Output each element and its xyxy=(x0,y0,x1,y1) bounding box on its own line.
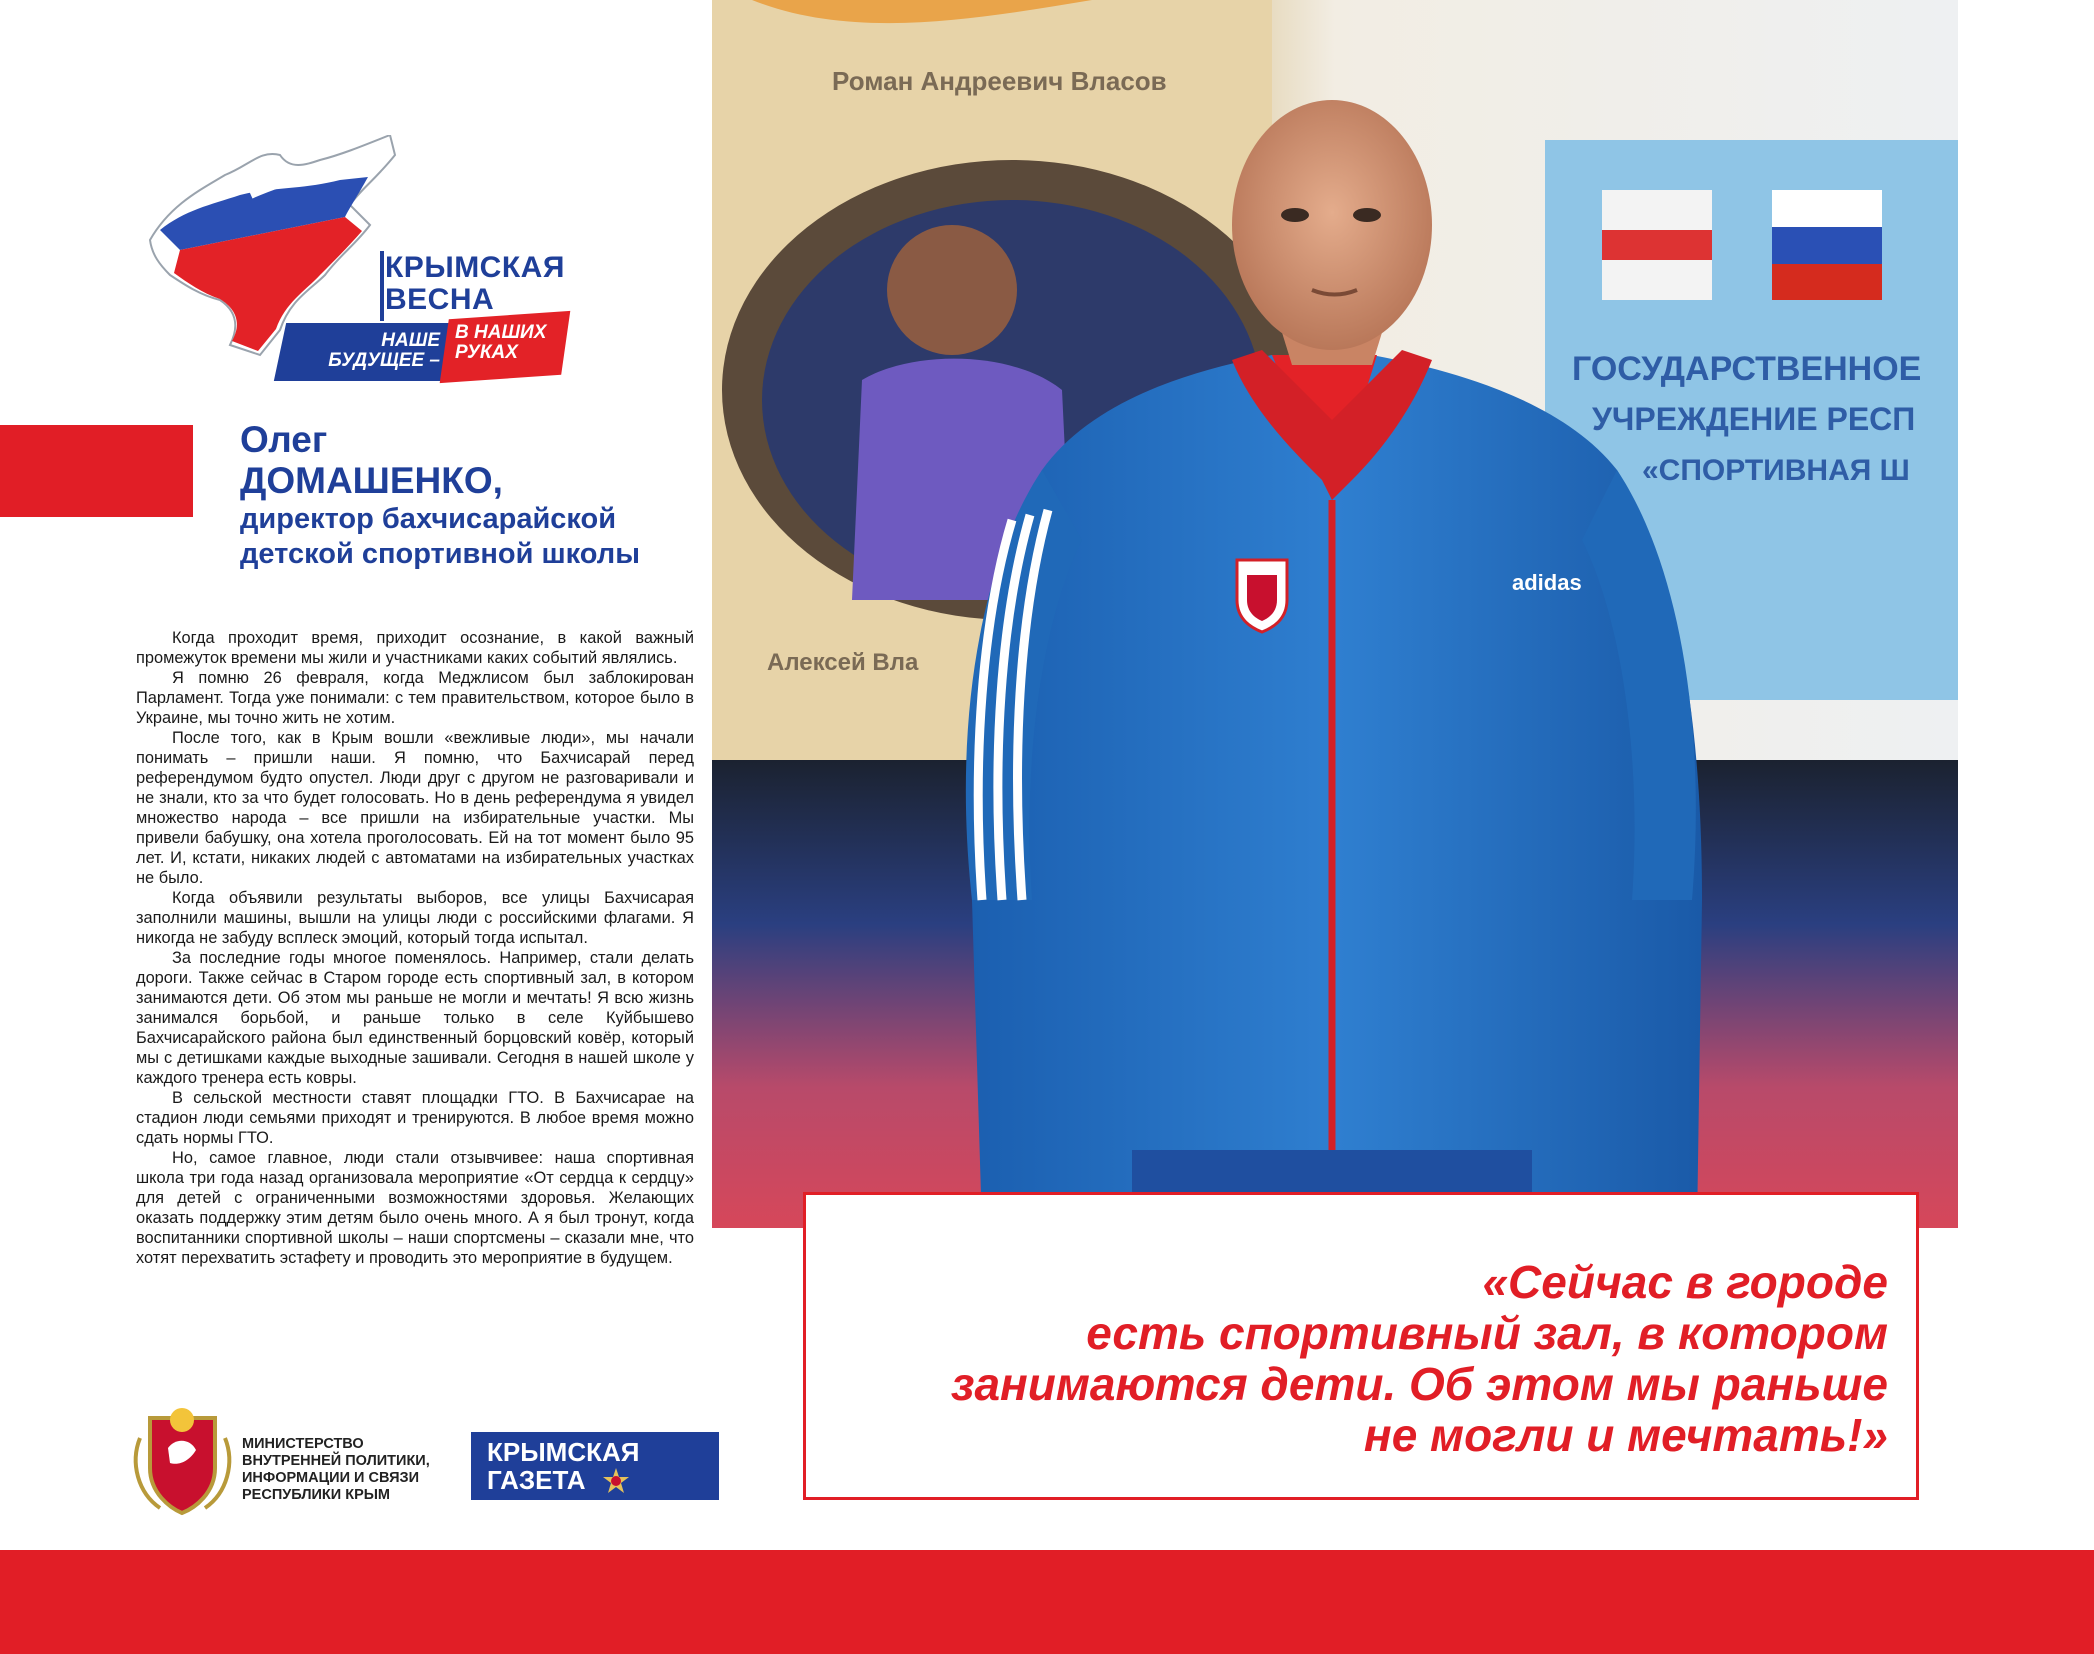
quote-line: не могли и мечтать!» xyxy=(1363,1409,1888,1461)
logo-slogan-red-1: В НАШИХ xyxy=(455,322,547,343)
poster-name: Роман Андреевич Власов xyxy=(832,66,1167,96)
ministry-line: ИНФОРМАЦИИ И СВЯЗИ xyxy=(242,1470,420,1486)
ministry-line: ВНУТРЕННЕЙ ПОЛИТИКИ, xyxy=(242,1453,430,1469)
crimea-coat-of-arms-icon xyxy=(130,1408,235,1518)
person-first-name: Олег xyxy=(240,419,328,460)
ministry-line: РЕСПУБЛИКИ КРЫМ xyxy=(242,1487,391,1503)
article-heading xyxy=(240,420,710,572)
paragraph: Когда проходит время, приходит осознание, в какой важный промежуток времени мы жили и участниками каких событий являлись. xyxy=(136,629,694,667)
banner-line: «СПОРТИВНАЯ Ш xyxy=(1642,454,1910,487)
logo-slogan-red xyxy=(455,323,555,363)
person-role: директор бахчисарайской детской спортивной школы xyxy=(240,503,640,570)
quote-line: «Сейчас в городе xyxy=(1482,1256,1888,1308)
paragraph: Но, самое главное, люди стали отзывчивее: наша спортивная школа три года назад организовала мероприятие «От сердца к сердцу» для детей с ограниченными возможностями здоровья. Желающих оказать поддержку этим детям было очень много. А я был тронут, когда воспитанники спортивной школы – наши спортсмены – сказали мне, что хотят перехватить эстафету и проводить это мероприятие в будущем. xyxy=(136,1149,694,1267)
logo-slogan-blue-2: БУДУЩЕЕ – xyxy=(328,350,440,371)
article-body xyxy=(136,628,694,1268)
jacket-brand: adidas xyxy=(1512,570,1582,595)
logo-slogan-red-2: РУКАХ xyxy=(455,342,518,363)
pull-quote-text xyxy=(828,1257,1888,1461)
gazeta-line2: ГАЗЕТА xyxy=(487,1465,586,1495)
paragraph: Когда объявили результаты выборов, все улицы Бахчисарая заполнили машины, вышли на улицы люди с российскими флагами. Я никогда не забуду всплеск эмоций, который тогда испытал. xyxy=(136,889,694,947)
banner-line: УЧРЕЖДЕНИЕ РЕСП xyxy=(1592,401,1916,437)
bottom-red-band xyxy=(0,1550,2094,1654)
krymskaya-gazeta-logo xyxy=(471,1432,719,1500)
krymskaya-vesna-logo xyxy=(140,135,565,375)
ministry-line: МИНИСТЕРСТВО xyxy=(242,1436,364,1452)
paragraph: За последние годы многое поменялось. Например, стали делать дороги. Также сейчас в Старом городе есть спортивный зал, в котором занимаются дети. Об этом мы раньше не могли и мечтать! Я всю жизнь занимался борьбой, и раньше только в селе Куйбышево Бахчисарайского района был единственный борцовский ковёр, который мы с детишками каждые выходные зашивали. Сегодня в нашей школе у каждого тренера есть ковры. xyxy=(136,949,694,1087)
person-last-name: ДОМАШЕНКО, xyxy=(240,460,503,501)
quote-line: есть спортивный зал, в котором xyxy=(1086,1307,1888,1359)
coach-portrait-image xyxy=(712,0,1958,1228)
paragraph: Я помню 26 февраля, когда Меджлисом был заблокирован Парламент. Тогда уже понимали: с тем правительством, которое было в Украине, мы точно жить не хотим. xyxy=(136,669,694,727)
logo-title-line2: ВЕСНА xyxy=(385,283,495,316)
red-accent-strip xyxy=(0,425,193,517)
portrait-photo xyxy=(712,0,1958,1228)
banner-line: ГОСУДАРСТВЕННОЕ xyxy=(1572,350,1922,388)
quote-line: занимаются дети. Об этом мы раньше xyxy=(950,1358,1888,1410)
pull-quote-box xyxy=(803,1192,1919,1500)
order-emblem-icon xyxy=(603,1468,629,1494)
poster-name-2: Алексей Вла xyxy=(767,649,919,676)
paragraph: После того, как в Крым вошли «вежливые люди», мы начали понимать – пришли наши. Я помню, что Бахчисарай перед референдумом будто опустел. Люди друг с другом не разговаривали и не знали, кто за что будет голосовать. Но в день референдума я увидел множество народа – все пришли на избирательные участки. Мы привели бабушку, она хотела проголосовать. Ей на тот момент было 95 лет. И, кстати, никаких людей с автоматами на избирательных участках не было. xyxy=(136,729,694,887)
ministry-logo xyxy=(130,1408,460,1518)
gazeta-line1: КРЫМСКАЯ xyxy=(487,1437,640,1467)
logo-slogan-blue-1: НАШЕ xyxy=(381,330,440,351)
ministry-name xyxy=(242,1436,462,1504)
paragraph: В сельской местности ставят площадки ГТО. В Бахчисарае на стадион люди семьями приходят и тренируются. В любое время можно сдать нормы ГТО. xyxy=(136,1089,694,1147)
logo-title-line1: КРЫМСКАЯ xyxy=(385,251,565,284)
logo-slogan-blue xyxy=(280,331,440,371)
